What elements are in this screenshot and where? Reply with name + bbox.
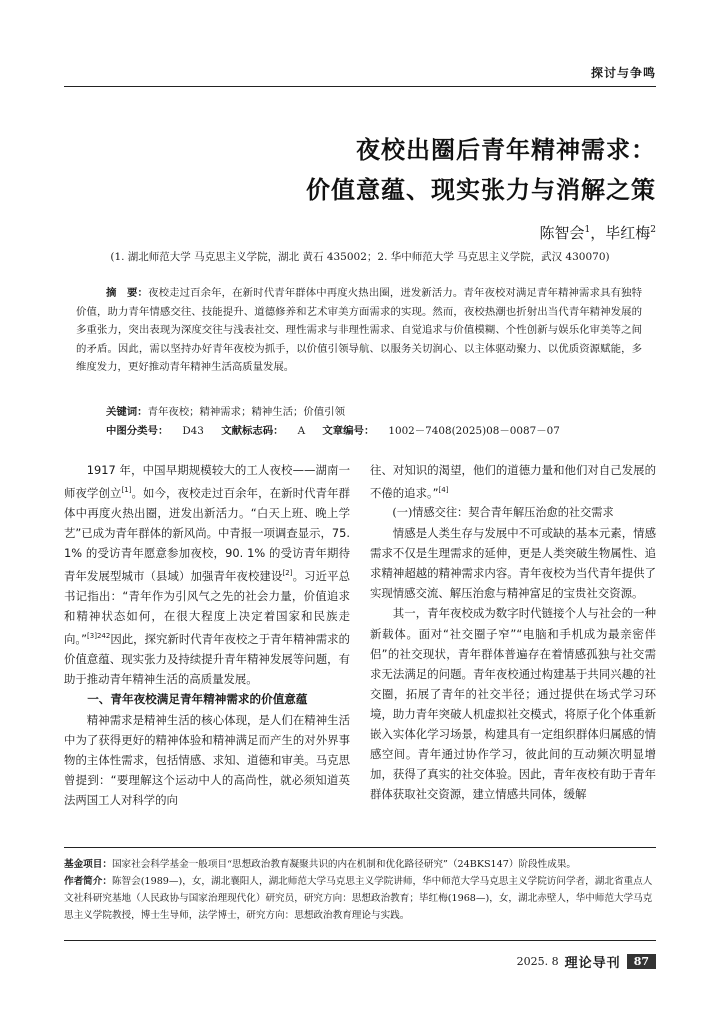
footnotes [64,856,656,924]
paragraph: 其一，青年夜校成为数字时代链接个人与社会的一种新载体。面对“社交圈子窄”“电脑和手机成为最亲密伴侣”的社交现状，青年群体普遍存在着情感孤独与社交需求无法满足的问题。青年夜校通过构建基于共同兴趣的社交圈，拓展了青年的社交半径；通过提供在场式学习环境，助力青年突破人机虚拟社交模式，将原子化个体重新嵌入实体化学习场景，构建具有一定组织群体归属感的情感空间。青年通过协作学习，彼此间的互动频次明显增加，获得了真实的社交体验。因此，青年夜校有助于青年群体获取社交资源，建立情感共同体，缓解 [370,606,656,802]
paragraph: 精神需求是精神生活的核心体现，是人们在精神生活中为了获得更好的精神体验和精神满足而产生的对外界事物的主体性需求，包括情感、求知、道德和审美。马克思曾提到：“要理解这个运动中人的高尚性，就必须知道英法两国工人对科学的向 [64,712,350,807]
citation[interactable]: [3]242 [87,632,111,641]
body-column-left [64,460,350,810]
fund-note: 基金项目：国家社会科学基金一般项目“思想政治教育凝聚共识的内在机制和优化路径研究”（24BKS147）阶段性成果。 [64,859,577,870]
journal-name: 理论导刊 [564,956,621,971]
title-line-2: 价值意蕴、现实张力与消解之策 [306,176,656,204]
keywords-text: 青年夜校；精神需求；精神生活；价值引领 [147,406,345,418]
citation[interactable]: [1] [121,486,132,495]
paragraph: 往、对知识的渴望，他们的道德力量和他们对自己发展的不倦的追求。”[4] [370,463,656,500]
body-column-right [370,460,656,804]
abstract-text: 夜校走过百余年，在新时代青年群体中再度火热出圈，迸发新活力。青年夜校对满足青年精神需求具有独特价值，助力青年情感交往、技能提升、道德修养和艺术审美方面需求的实现。然而，夜校热潮也折射出当代青年精神发展的多重张力，突出表现为深度交往与浅表社交、理性需求与非理性需求、自觉追求与价值模糊、个性创新与娱乐化审美等之间的矛盾。因此，需以坚持办好青年夜校为抓手，以价值引领导航、以服务关切润心、以主体驱动聚力、以优质资源赋能，多维度发力，更好推动青年精神生活高质量发展。 [76,287,643,373]
author-separator: ， [590,224,606,242]
clc-label: 中图分类号： [106,425,169,437]
author-1: 陈智会 [539,224,585,242]
affiliation: (1. 湖北师范大学 马克思主义学院，湖北 黄石 435002；2. 华中师范大学 马克思主义学院，武汉 430070) [110,251,610,263]
page-footer [517,952,656,971]
doc-code-value: A [297,425,306,437]
footer-rule [64,940,656,941]
citation[interactable]: [2] [282,569,293,578]
paragraph: 情感是人类生存与发展中不可或缺的基本元素，情感需求不仅是生理需求的延伸，更是人类突破生物属性、追求精神超越的精神需求内容。青年夜校为当代青年提供了实现情感交流、解压治愈与精神富足的宝贵社交资源。 [370,526,656,601]
section-label: 探讨与争鸣 [590,66,656,80]
footnote-rule [64,847,656,848]
article-number-label: 文章编号： [322,425,375,437]
section-heading: 一、青年夜校满足青年精神需求的价值意蕴 [87,692,308,707]
abstract [76,284,642,377]
header-rule [64,86,656,87]
classification [106,422,560,437]
article-number-value: 1002－7408(2025)08－0087－07 [388,425,560,437]
issue-number: 2025. 8 [516,955,559,968]
author-1-sup: 1 [584,225,591,235]
authors [539,222,656,243]
paragraph: 1917 年，中国早期规模较大的工人夜校——湖南一师夜学创立[1]。如今，夜校走过百余年，在新时代青年群体中再度火热出圈，迸发出新活力。“白天上班、晚上学艺”已成为青年群体的新风尚。中青报一项调查显示，75. 1% 的受访青年愿意参加夜校，90. 1% 的受访青年期待青年发展型城市（县域）加强青年夜校建设[2]。习近平总书记指出：“青年作为引风气之先的社会力量，价值追求和精神状态如何，在很大程度上决定着国家和民族走向。”$^{[3]242}$因此，探究新时代青年夜校之于青年精神需求的价值意蕴、现实张力及持续提升青年精神发展等问题，有助于推动青年精神生活的高质量发展。 [64,463,351,687]
author-2-sup: 2 [650,225,656,235]
citation[interactable]: [4] [438,486,449,495]
page-number: 87 [627,954,656,969]
doc-code-label: 文献标志码： [221,425,284,437]
author-bio: 作者简介：陈智会(1989—)，女，湖北襄阳人，湖北师范大学马克思主义学院讲师，华中师范大学马克思主义学院访问学者，湖北省重点人文社科研究基地（人民政协与国家治理现代化）研究员，研究方向：思想政治教育；毕红梅(1968—)，女，湖北赤壁人，华中师范大学马克思主义学院教授，博士生导师，法学博士，研究方向：思想政治教育理论与实践。 [64,876,653,921]
abstract-label: 摘 要： [106,287,149,299]
title-line-1: 夜校出圈后青年精神需求： [356,136,656,164]
clc-value: D43 [182,425,204,437]
keywords [106,403,345,418]
author-2: 毕红梅 [605,224,651,242]
subsection-heading: (一)情感交往：契合青年解压治愈的社交需求 [392,505,614,519]
keywords-label: 关键词： [106,406,148,418]
